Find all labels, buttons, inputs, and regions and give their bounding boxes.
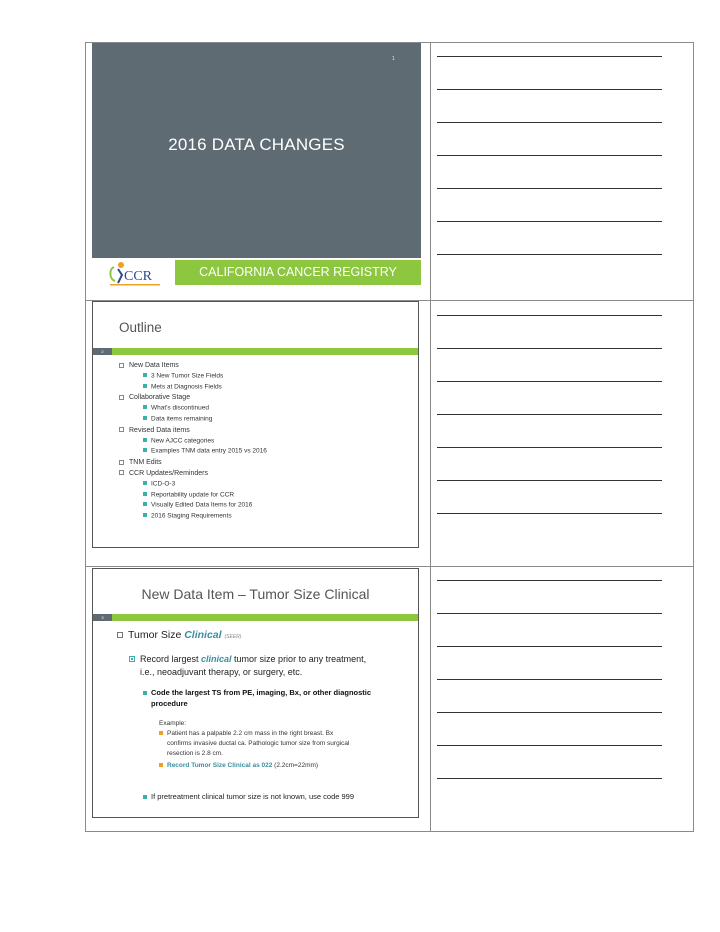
footer-banner bbox=[175, 260, 421, 285]
bullet-icon bbox=[143, 384, 147, 388]
bullet-icon bbox=[119, 470, 124, 475]
code-instruction: Code the largest TS from PE, imaging, Bx, or other diagnostic procedure bbox=[143, 687, 371, 709]
outline-subitem: Data items remaining bbox=[119, 416, 267, 427]
outline-subitem: 2016 Staging Requirements bbox=[119, 513, 267, 524]
bullet-icon bbox=[143, 448, 147, 452]
outline-item: Collaborative Stage bbox=[119, 394, 267, 405]
footer-text: CALIFORNIA CANCER REGISTRY bbox=[199, 265, 397, 279]
slide-2 bbox=[92, 301, 419, 548]
bullet-icon bbox=[143, 373, 147, 377]
bullet-icon bbox=[143, 513, 147, 517]
outline-item: TNM Edits bbox=[119, 459, 267, 470]
bullet-icon bbox=[143, 481, 147, 485]
outline-item: Revised Data items bbox=[119, 427, 267, 438]
bullet-icon bbox=[143, 438, 147, 442]
outline-subitem: ICD-O-3 bbox=[119, 481, 267, 492]
outline-item: CCR Updates/Reminders bbox=[119, 470, 267, 481]
slide-1 bbox=[92, 43, 421, 287]
bullet-icon bbox=[159, 731, 163, 735]
outline-subitem: Examples TNM data entry 2015 vs 2016 bbox=[119, 448, 267, 459]
bullet-icon bbox=[143, 691, 147, 695]
square-bullet-icon bbox=[117, 632, 123, 638]
slide-number: 1 bbox=[392, 56, 395, 62]
outline-subitem: Mets at Diagnosis Fields bbox=[119, 384, 267, 395]
slide-3 bbox=[92, 568, 419, 818]
unknown-note: If pretreatment clinical tumor size is not known, use code 999 bbox=[143, 792, 354, 801]
bullet-icon bbox=[119, 460, 124, 465]
outline-subitem: 3 New Tumor Size Fields bbox=[119, 373, 267, 384]
heading-row: Tumor Size Clinical (SEER) bbox=[117, 629, 241, 641]
square-bullet-icon bbox=[129, 656, 135, 662]
bullet-icon bbox=[119, 427, 124, 432]
title-bar bbox=[93, 348, 418, 355]
bullet-icon bbox=[119, 395, 124, 400]
title-bar bbox=[93, 614, 418, 621]
row-divider bbox=[85, 566, 694, 567]
bullet-icon bbox=[143, 405, 147, 409]
outline-subitem: New AJCC categories bbox=[119, 438, 267, 449]
slide-title: 2016 DATA CHANGES bbox=[168, 135, 345, 154]
outline-item: New Data Items bbox=[119, 362, 267, 373]
bullet-icon bbox=[159, 763, 163, 767]
slide-number: 3 bbox=[93, 614, 112, 621]
logo-text: CCR bbox=[124, 269, 153, 284]
outline-subitem: Reportability update for CCR bbox=[119, 492, 267, 503]
ccr-logo bbox=[106, 259, 164, 287]
bullet-icon bbox=[119, 363, 124, 368]
slide-number: 2 bbox=[93, 348, 112, 355]
slide-title: New Data Item – Tumor Size Clinical bbox=[141, 586, 370, 602]
slide-title: Outline bbox=[119, 320, 162, 335]
record-text: Record largest clinical tumor size prior to any treatment, i.e., neoadjuvant therapy, or surgery, etc. bbox=[129, 653, 366, 679]
bullet-icon bbox=[143, 416, 147, 420]
bullet-icon bbox=[143, 502, 147, 506]
bullet-icon bbox=[143, 795, 147, 799]
outline-subitem: What's discontinued bbox=[119, 405, 267, 416]
column-divider bbox=[430, 42, 431, 832]
outline-list bbox=[119, 362, 267, 524]
outline-subitem: Visually Edited Data Items for 2016 bbox=[119, 502, 267, 513]
slide-footer bbox=[92, 258, 421, 287]
bullet-icon bbox=[143, 492, 147, 496]
example-block: Example: Patient has a palpable 2.2 cm mass in the right breast. Bx confirms invasive ductal ca. Pathologic tumor size from surgical resection is 2.8 cm. Record Tumor Size Clinical as 022 (2.2cm=22mm) bbox=[159, 720, 350, 769]
